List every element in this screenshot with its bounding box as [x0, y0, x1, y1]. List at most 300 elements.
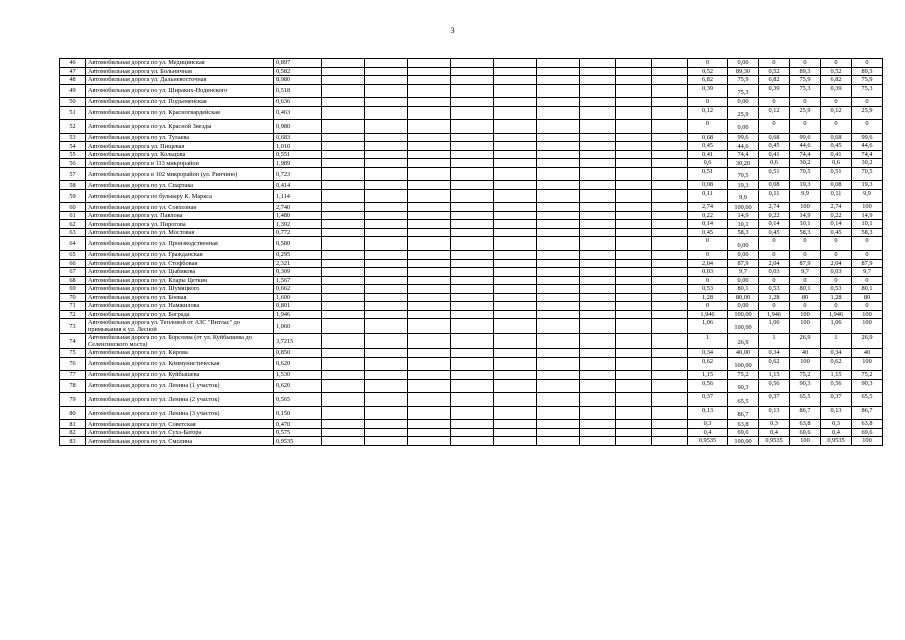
value-2-cell: 6,82: [759, 76, 790, 85]
empty-cell: [451, 371, 494, 380]
value-1-cell: 1: [688, 334, 728, 349]
row-number-cell: 74: [60, 334, 86, 349]
value-3-cell: 0,11: [821, 189, 852, 203]
empty-cell: [365, 428, 408, 437]
value-3-cell: 0,4: [821, 428, 852, 437]
percent-2-cell: 25,9: [790, 106, 821, 120]
empty-cell: [451, 228, 494, 237]
empty-cell: [494, 167, 537, 181]
table-row: [60, 406, 883, 420]
percent-3-cell: 86,7: [852, 406, 883, 420]
empty-cell: [322, 203, 365, 212]
empty-cell: [365, 67, 408, 76]
empty-cell: [451, 181, 494, 190]
empty-cell: [537, 67, 580, 76]
row-number-cell: 50: [60, 98, 86, 107]
empty-cell: [616, 310, 652, 319]
empty-cell: [451, 150, 494, 159]
empty-cell: [322, 167, 365, 181]
value-2-cell: 2,04: [759, 259, 790, 268]
road-length-cell: 1,114: [274, 189, 322, 203]
empty-cell: [616, 285, 652, 294]
value-1-cell: 0: [688, 59, 728, 68]
percent-2-cell: 0: [790, 120, 821, 134]
empty-cell: [451, 211, 494, 220]
empty-cell: [365, 379, 408, 393]
value-2-cell: 0,37: [759, 393, 790, 407]
table-row: [60, 59, 883, 68]
empty-cell: [494, 189, 537, 203]
road-name-cell: Автомобильная дорога ул. Пищевая: [86, 142, 274, 151]
road-length-cell: 0,9535: [274, 437, 322, 446]
empty-cell: [408, 276, 451, 285]
value-1-cell: 0,11: [688, 189, 728, 203]
road-name-cell: Автомобильная дорога в 113 микрорайон: [86, 159, 274, 168]
empty-cell: [322, 142, 365, 151]
percent-1-cell: 75,9: [728, 76, 759, 85]
percent-3-cell: 100: [852, 437, 883, 446]
road-length-cell: 1,600: [274, 293, 322, 302]
empty-cell: [580, 406, 616, 420]
empty-cell: [580, 159, 616, 168]
empty-cell: [494, 84, 537, 98]
empty-cell: [408, 302, 451, 311]
value-1-cell: 0: [688, 120, 728, 134]
table-row: [60, 334, 883, 349]
row-number-cell: 70: [60, 293, 86, 302]
empty-cell: [537, 98, 580, 107]
road-name-cell: Автомобильная дорога по ул. Цыбикова: [86, 268, 274, 277]
empty-cell: [408, 181, 451, 190]
table-row: [60, 189, 883, 203]
table-row: [60, 98, 883, 107]
value-1-cell: 0,08: [688, 181, 728, 190]
empty-cell: [322, 420, 365, 429]
empty-cell: [494, 334, 537, 349]
empty-cell: [365, 84, 408, 98]
table-row: [60, 211, 883, 220]
empty-cell: [494, 237, 537, 251]
empty-cell: [322, 428, 365, 437]
empty-cell: [580, 310, 616, 319]
empty-cell: [494, 159, 537, 168]
road-name-cell: Автомобильная дорога по ул. Ленина (3 участок): [86, 406, 274, 420]
value-2-cell: 0,12: [759, 106, 790, 120]
value-1-cell: 1,15: [688, 371, 728, 380]
empty-cell: [494, 211, 537, 220]
value-3-cell: 1,06: [821, 319, 852, 334]
empty-cell: [580, 437, 616, 446]
empty-cell: [451, 98, 494, 107]
empty-cell: [322, 310, 365, 319]
percent-1-cell: 100,00: [728, 437, 759, 446]
empty-cell: [365, 159, 408, 168]
percent-1-cell: 100,00: [728, 203, 759, 212]
empty-cell: [616, 142, 652, 151]
value-2-cell: 0,68: [759, 133, 790, 142]
value-3-cell: 0,52: [821, 67, 852, 76]
road-length-cell: 0,620: [274, 357, 322, 371]
percent-3-cell: 69,6: [852, 428, 883, 437]
road-length-cell: 0,470: [274, 420, 322, 429]
percent-2-cell: 58,3: [790, 228, 821, 237]
empty-cell: [494, 142, 537, 151]
empty-cell: [451, 167, 494, 181]
table-row: [60, 357, 883, 371]
empty-cell: [408, 285, 451, 294]
empty-cell: [408, 142, 451, 151]
percent-2-cell: 87,9: [790, 259, 821, 268]
percent-1-cell: 80,1: [728, 285, 759, 294]
percent-1-cell: 70,5: [728, 167, 759, 181]
empty-cell: [451, 268, 494, 277]
empty-cell: [494, 106, 537, 120]
value-3-cell: 0: [821, 98, 852, 107]
row-number-cell: 64: [60, 237, 86, 251]
value-1-cell: 0,45: [688, 228, 728, 237]
empty-cell: [365, 293, 408, 302]
value-2-cell: 0,52: [759, 67, 790, 76]
percent-2-cell: 86,7: [790, 406, 821, 420]
road-name-cell: Автомобильная дорога ул. Дальневосточная: [86, 76, 274, 85]
empty-cell: [537, 189, 580, 203]
empty-cell: [616, 84, 652, 98]
table-row: [60, 259, 883, 268]
empty-cell: [616, 67, 652, 76]
empty-cell: [616, 181, 652, 190]
value-3-cell: 1,28: [821, 293, 852, 302]
table-row: [60, 220, 883, 229]
percent-1-cell: 0,00: [728, 237, 759, 251]
empty-cell: [494, 220, 537, 229]
row-number-cell: 71: [60, 302, 86, 311]
empty-cell: [580, 293, 616, 302]
empty-cell: [451, 67, 494, 76]
empty-cell: [408, 167, 451, 181]
percent-3-cell: 99,6: [852, 133, 883, 142]
percent-2-cell: 90,3: [790, 379, 821, 393]
value-1-cell: 0,3: [688, 420, 728, 429]
empty-cell: [322, 334, 365, 349]
empty-cell: [494, 150, 537, 159]
percent-1-cell: 44,6: [728, 142, 759, 151]
percent-3-cell: 65,5: [852, 393, 883, 407]
value-2-cell: 1: [759, 334, 790, 349]
empty-cell: [616, 259, 652, 268]
road-length-cell: 0,150: [274, 406, 322, 420]
empty-cell: [365, 76, 408, 85]
empty-cell: [322, 220, 365, 229]
road-name-cell: Автомобильная дорога по ул. Производственная: [86, 237, 274, 251]
empty-cell: [616, 334, 652, 349]
road-length-cell: 0,551: [274, 150, 322, 159]
value-2-cell: 0,08: [759, 181, 790, 190]
empty-cell: [616, 203, 652, 212]
percent-3-cell: 70,5: [852, 167, 883, 181]
value-1-cell: 0,9535: [688, 437, 728, 446]
empty-cell: [451, 310, 494, 319]
value-2-cell: 2,74: [759, 203, 790, 212]
percent-3-cell: 75,3: [852, 84, 883, 98]
empty-cell: [580, 302, 616, 311]
empty-cell: [322, 150, 365, 159]
empty-cell: [580, 150, 616, 159]
empty-cell: [537, 159, 580, 168]
road-name-cell: Автомобильная дорога по ул. Подъеменская: [86, 98, 274, 107]
empty-cell: [408, 228, 451, 237]
road-length-cell: 0,850: [274, 349, 322, 358]
empty-cell: [451, 428, 494, 437]
road-length-cell: 0,518: [274, 84, 322, 98]
value-3-cell: 0,37: [821, 393, 852, 407]
empty-cell: [408, 159, 451, 168]
percent-2-cell: 63,8: [790, 420, 821, 429]
percent-3-cell: 58,3: [852, 228, 883, 237]
value-2-cell: 0,6: [759, 159, 790, 168]
empty-cell: [451, 302, 494, 311]
percent-1-cell: 63,8: [728, 420, 759, 429]
percent-2-cell: 0: [790, 302, 821, 311]
empty-cell: [408, 420, 451, 429]
empty-cell: [537, 406, 580, 420]
percent-1-cell: 99,6: [728, 133, 759, 142]
row-number-cell: 59: [60, 189, 86, 203]
empty-cell: [537, 120, 580, 134]
road-name-cell: Автомобильная дорога по ул. Стофбовая: [86, 259, 274, 268]
empty-cell: [652, 150, 688, 159]
roads-table: [59, 58, 883, 446]
empty-cell: [365, 268, 408, 277]
empty-cell: [494, 406, 537, 420]
table-row: [60, 319, 883, 334]
empty-cell: [322, 293, 365, 302]
percent-3-cell: 0: [852, 98, 883, 107]
value-2-cell: 0,45: [759, 142, 790, 151]
empty-cell: [451, 393, 494, 407]
road-length-cell: 0,565: [274, 393, 322, 407]
percent-1-cell: 30,20: [728, 159, 759, 168]
percent-1-cell: 58,3: [728, 228, 759, 237]
table-row: [60, 84, 883, 98]
percent-3-cell: 9,7: [852, 268, 883, 277]
empty-cell: [408, 106, 451, 120]
percent-1-cell: 100,00: [728, 357, 759, 371]
value-2-cell: 0,9535: [759, 437, 790, 446]
value-2-cell: 0,51: [759, 167, 790, 181]
value-3-cell: 0,3: [821, 420, 852, 429]
value-2-cell: 0: [759, 98, 790, 107]
empty-cell: [451, 106, 494, 120]
empty-cell: [616, 357, 652, 371]
empty-cell: [322, 349, 365, 358]
empty-cell: [580, 319, 616, 334]
table-row: [60, 76, 883, 85]
empty-cell: [408, 120, 451, 134]
road-length-cell: 1,567: [274, 276, 322, 285]
empty-cell: [616, 302, 652, 311]
percent-1-cell: 0,00: [728, 120, 759, 134]
value-2-cell: 0: [759, 276, 790, 285]
empty-cell: [494, 310, 537, 319]
road-name-cell: Автомобильная дорога по ул. Советская: [86, 420, 274, 429]
value-3-cell: 2,74: [821, 203, 852, 212]
value-3-cell: 0,62: [821, 357, 852, 371]
empty-cell: [616, 251, 652, 260]
empty-cell: [322, 181, 365, 190]
road-length-cell: 0,662: [274, 285, 322, 294]
road-length-cell: 0,723: [274, 167, 322, 181]
value-1-cell: 0,68: [688, 133, 728, 142]
empty-cell: [494, 437, 537, 446]
empty-cell: [580, 237, 616, 251]
empty-cell: [451, 159, 494, 168]
empty-cell: [322, 228, 365, 237]
empty-cell: [451, 276, 494, 285]
row-number-cell: 76: [60, 357, 86, 371]
row-number-cell: 46: [60, 59, 86, 68]
table-row: [60, 106, 883, 120]
empty-cell: [365, 285, 408, 294]
percent-3-cell: 75,9: [852, 76, 883, 85]
empty-cell: [652, 349, 688, 358]
road-name-cell: Автомобильная дорога по ул. Тулаева: [86, 133, 274, 142]
value-1-cell: 0,51: [688, 167, 728, 181]
empty-cell: [322, 76, 365, 85]
empty-cell: [408, 67, 451, 76]
empty-cell: [408, 371, 451, 380]
value-2-cell: 0,4: [759, 428, 790, 437]
table-row: [60, 379, 883, 393]
value-1-cell: 1,06: [688, 319, 728, 334]
empty-cell: [322, 393, 365, 407]
row-number-cell: 58: [60, 181, 86, 190]
value-3-cell: 0,9535: [821, 437, 852, 446]
value-2-cell: 0,53: [759, 285, 790, 294]
value-1-cell: 0: [688, 237, 728, 251]
empty-cell: [322, 106, 365, 120]
empty-cell: [580, 428, 616, 437]
empty-cell: [494, 228, 537, 237]
percent-3-cell: 44,6: [852, 142, 883, 151]
value-2-cell: 0: [759, 120, 790, 134]
empty-cell: [494, 357, 537, 371]
table-row: [60, 349, 883, 358]
empty-cell: [451, 59, 494, 68]
row-number-cell: 51: [60, 106, 86, 120]
empty-cell: [537, 437, 580, 446]
empty-cell: [365, 59, 408, 68]
row-number-cell: 61: [60, 211, 86, 220]
row-number-cell: 56: [60, 159, 86, 168]
empty-cell: [652, 59, 688, 68]
empty-cell: [451, 285, 494, 294]
empty-cell: [451, 406, 494, 420]
percent-2-cell: 99,6: [790, 133, 821, 142]
empty-cell: [365, 437, 408, 446]
road-name-cell: Автомобильная дорога ул. Больничная: [86, 67, 274, 76]
value-3-cell: 0,13: [821, 406, 852, 420]
table-row: [60, 428, 883, 437]
row-number-cell: 52: [60, 120, 86, 134]
empty-cell: [408, 393, 451, 407]
empty-cell: [408, 76, 451, 85]
empty-cell: [537, 259, 580, 268]
empty-cell: [451, 379, 494, 393]
percent-2-cell: 100: [790, 357, 821, 371]
empty-cell: [322, 268, 365, 277]
empty-cell: [652, 120, 688, 134]
road-name-cell: Автомобильная дорога ул. Тепловой от АЗС "Витлас" до примыкания к ул. Лесной: [86, 319, 274, 334]
value-3-cell: 0: [821, 59, 852, 68]
table-body: [60, 59, 883, 446]
value-1-cell: 2,04: [688, 259, 728, 268]
value-3-cell: 0,14: [821, 220, 852, 229]
empty-cell: [652, 334, 688, 349]
percent-1-cell: 19,3: [728, 181, 759, 190]
empty-cell: [322, 189, 365, 203]
road-length-cell: 0,414: [274, 181, 322, 190]
empty-cell: [652, 220, 688, 229]
empty-cell: [616, 319, 652, 334]
road-length-cell: 1,480: [274, 211, 322, 220]
value-3-cell: 0,56: [821, 379, 852, 393]
empty-cell: [451, 293, 494, 302]
empty-cell: [494, 120, 537, 134]
empty-cell: [408, 437, 451, 446]
road-name-cell: Автомобильная дорога по ул. Куйбышева: [86, 371, 274, 380]
empty-cell: [322, 98, 365, 107]
value-1-cell: 0,4: [688, 428, 728, 437]
percent-2-cell: 75,3: [790, 84, 821, 98]
road-name-cell: Автомобильная дорога ул. Павлова: [86, 211, 274, 220]
table-row: [60, 203, 883, 212]
road-name-cell: Автомобильная дорога по ул. Шумяцкого: [86, 285, 274, 294]
empty-cell: [322, 259, 365, 268]
value-1-cell: 0,03: [688, 268, 728, 277]
percent-1-cell: 10,1: [728, 220, 759, 229]
road-name-cell: Автомобильная дорога по ул. Клары Цеткин: [86, 276, 274, 285]
empty-cell: [580, 371, 616, 380]
empty-cell: [322, 319, 365, 334]
empty-cell: [537, 237, 580, 251]
empty-cell: [537, 334, 580, 349]
value-1-cell: 6,82: [688, 76, 728, 85]
road-name-cell: Автомобильная дорога по ул. Сухэ-Батора: [86, 428, 274, 437]
percent-3-cell: 75,2: [852, 371, 883, 380]
empty-cell: [365, 349, 408, 358]
empty-cell: [365, 420, 408, 429]
percent-1-cell: 75,3: [728, 84, 759, 98]
value-1-cell: 0,12: [688, 106, 728, 120]
empty-cell: [652, 268, 688, 277]
percent-3-cell: 80: [852, 293, 883, 302]
percent-2-cell: 0: [790, 251, 821, 260]
percent-3-cell: 89,3: [852, 67, 883, 76]
empty-cell: [652, 237, 688, 251]
empty-cell: [537, 420, 580, 429]
table-row: [60, 150, 883, 159]
empty-cell: [365, 310, 408, 319]
empty-cell: [616, 237, 652, 251]
empty-cell: [652, 406, 688, 420]
empty-cell: [616, 276, 652, 285]
road-length-cell: 1,530: [274, 371, 322, 380]
empty-cell: [451, 84, 494, 98]
percent-3-cell: 100: [852, 203, 883, 212]
road-name-cell: Автомобильная дорога по ул. Ленина (1 участок): [86, 379, 274, 393]
percent-2-cell: 0: [790, 98, 821, 107]
empty-cell: [408, 98, 451, 107]
